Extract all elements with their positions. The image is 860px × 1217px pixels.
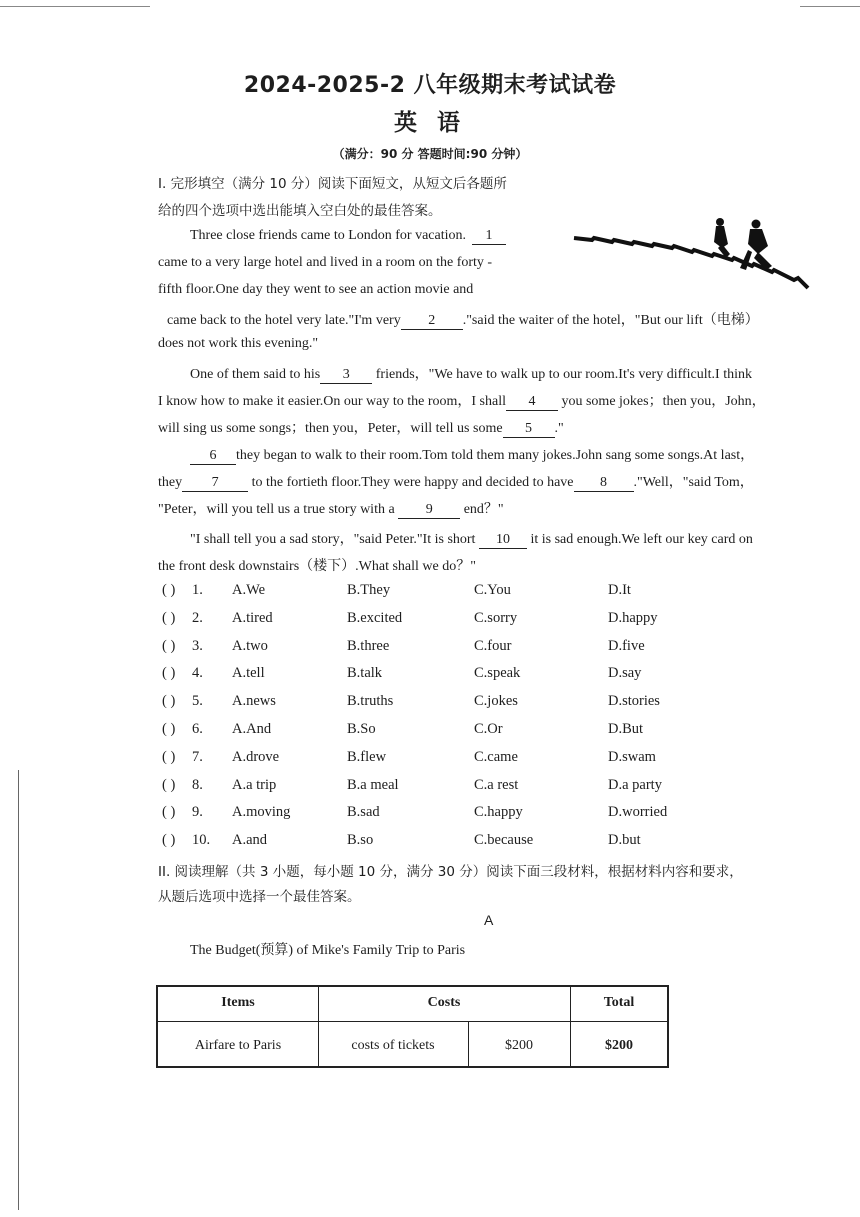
exam-title: 2024-2025-2 八年级期末考试试卷 <box>243 73 617 98</box>
option-a: A.drove <box>232 748 280 765</box>
option-c: C.speak <box>474 665 521 682</box>
stairs-climbing-illustration <box>572 214 812 294</box>
option-d: D.It <box>608 582 631 598</box>
passage-text: will sing us some songs；then you，Peter，will tell us some <box>158 421 503 436</box>
blank-1: 1 <box>472 228 506 245</box>
passage-line <box>158 498 504 519</box>
blank-10: 10 <box>479 532 527 549</box>
passage-text: ."said the waiter of the hotel，"But our lift（电梯） <box>462 313 759 328</box>
option-b: B.talk <box>347 665 383 682</box>
passage-line <box>167 309 759 330</box>
section1-heading-line2: 给的四个选项中选出能填入空白处的最佳答案。 <box>158 203 442 219</box>
passage-text: came back to the hotel very late."I'm very <box>167 313 401 328</box>
question-row <box>0 749 860 771</box>
option-b: B.They <box>347 582 391 598</box>
option-a: A.news <box>232 693 276 710</box>
passage-text: "Peter，will you tell us a true story with a <box>158 502 395 517</box>
option-b: B.a meal <box>347 776 399 793</box>
budget-title: The Budget(预算) of Mike's Family Trip to Paris <box>190 943 466 958</box>
option-c: C.sorry <box>474 609 518 626</box>
question-number: 3. <box>192 637 203 654</box>
option-a: A.and <box>232 832 268 849</box>
option-c: C.because <box>474 832 534 849</box>
answer-bracket[interactable]: ( ) <box>162 665 176 682</box>
passage-text: you some jokes；then you，John， <box>561 394 766 409</box>
passage-line <box>190 528 753 549</box>
option-b: B.So <box>347 721 376 737</box>
option-c: C.You <box>474 582 511 598</box>
blank-4: 4 <box>506 394 558 411</box>
passage-text: ." <box>554 421 564 436</box>
passage-text: I know how to make it easier.On our way to the room，I shall <box>158 394 506 409</box>
top-edge-line-left <box>0 6 150 7</box>
answer-bracket[interactable]: ( ) <box>162 804 176 821</box>
question-row <box>0 610 860 632</box>
passage-text: the front desk downstairs（楼下）.What shall we do？" <box>158 559 476 574</box>
option-d: D.say <box>608 665 642 682</box>
answer-bracket[interactable]: ( ) <box>162 693 176 710</box>
table-cell-total: $200 <box>605 1038 633 1053</box>
passage-line <box>158 417 564 438</box>
part-label: A <box>484 912 494 928</box>
passage-line <box>158 471 754 492</box>
question-number: 9. <box>192 804 203 821</box>
passage-line <box>190 228 506 245</box>
table-cell-item: Airfare to Paris <box>194 1038 282 1053</box>
question-row <box>0 665 860 687</box>
option-b: B.flew <box>347 748 387 765</box>
option-a: A.We <box>232 582 266 598</box>
option-d: D.but <box>608 832 641 849</box>
passage-text: One of them said to his <box>190 367 321 382</box>
budget-table <box>156 985 669 1068</box>
question-number: 1. <box>192 582 203 598</box>
question-number: 2. <box>192 609 203 626</box>
passage-text: friends，"We have to walk up to our room.It's very difficult.I think <box>375 367 752 382</box>
option-a: A.And <box>232 721 272 737</box>
option-d: D.happy <box>608 609 658 626</box>
answer-bracket[interactable]: ( ) <box>162 721 176 737</box>
option-b: B.sad <box>347 804 380 821</box>
question-number: 4. <box>192 665 203 682</box>
table-cell-detail: costs of tickets <box>351 1038 435 1053</box>
passage-line <box>190 444 754 465</box>
answer-bracket[interactable]: ( ) <box>162 776 176 793</box>
blank-9: 9 <box>398 502 460 519</box>
option-b: B.so <box>347 832 374 849</box>
section2-heading-line1: II. 阅读理解（共 3 小题，每小题 10 分，满分 30 分）阅读下面三段材料，根据材料内容和要求， <box>158 864 743 880</box>
answer-bracket[interactable]: ( ) <box>162 832 176 849</box>
passage-text: fifth floor.One day they went to see an action movie and <box>158 282 474 297</box>
table-header-costs: Costs <box>427 995 461 1010</box>
question-row <box>0 582 860 604</box>
passage-text: they <box>158 475 183 490</box>
option-d: D.worried <box>608 804 668 821</box>
exam-meta: （满分：90 分 答题时间:90 分钟） <box>332 147 528 161</box>
passage-line <box>158 390 766 411</box>
option-a: A.a trip <box>232 776 277 793</box>
top-edge-line-right <box>800 6 860 7</box>
blank-3: 3 <box>320 367 372 384</box>
answer-bracket[interactable]: ( ) <box>162 609 176 626</box>
option-a: A.tell <box>232 665 265 682</box>
option-c: C.came <box>474 748 518 765</box>
option-b: B.excited <box>347 609 403 626</box>
section1-heading-line1: I. 完形填空（满分 10 分）阅读下面短文，从短文后各题所 <box>158 176 507 192</box>
option-b: B.three <box>347 637 390 654</box>
passage-text: ."Well，"said Tom， <box>633 475 754 490</box>
option-c: C.jokes <box>474 693 518 710</box>
option-b: B.truths <box>347 693 394 710</box>
blank-5: 5 <box>503 421 555 438</box>
question-row <box>0 638 860 660</box>
passage-text: they began to walk to their room.Tom told them many jokes.John sang some songs.At last， <box>236 448 755 463</box>
passage-text: it is sad enough.We left our key card on <box>530 532 753 547</box>
subject-title: 英 语 <box>393 110 466 136</box>
passage-text: Three close friends came to London for vacation. <box>190 228 467 243</box>
question-number: 5. <box>192 693 203 710</box>
option-d: D.a party <box>608 776 662 793</box>
passage-line <box>190 363 752 384</box>
blank-2: 2 <box>401 313 463 330</box>
option-c: C.four <box>474 637 512 654</box>
table-cell-amount: $200 <box>505 1038 533 1053</box>
passage-text: to the fortieth floor.They were happy and decided to have <box>251 475 574 490</box>
option-d: D.swam <box>608 748 656 765</box>
table-header-items: Items <box>221 995 255 1010</box>
option-c: C.Or <box>474 721 503 737</box>
option-a: A.two <box>232 637 268 654</box>
question-number: 6. <box>192 721 203 737</box>
option-a: A.moving <box>232 804 291 821</box>
section2-heading-line2: 从题后选项中选择一个最佳答案。 <box>158 889 361 905</box>
option-d: D.But <box>608 721 644 737</box>
passage-text: does not work this evening." <box>158 336 319 351</box>
question-number: 10. <box>192 832 211 849</box>
passage-text: came to a very large hotel and lived in a room on the forty - <box>158 255 493 270</box>
question-row <box>0 721 860 743</box>
blank-7: 7 <box>182 475 248 492</box>
table-row-divider <box>158 1021 667 1022</box>
blank-8: 8 <box>574 475 634 492</box>
question-row <box>0 832 860 854</box>
question-number: 8. <box>192 776 203 793</box>
blank-6: 6 <box>190 448 236 465</box>
passage-text: end？" <box>463 502 504 517</box>
answer-bracket[interactable]: ( ) <box>162 748 176 765</box>
answer-bracket[interactable]: ( ) <box>162 582 176 598</box>
question-row <box>0 804 860 826</box>
option-c: C.happy <box>474 804 523 821</box>
question-number: 7. <box>192 748 203 765</box>
question-row <box>0 777 860 799</box>
answer-bracket[interactable]: ( ) <box>162 637 176 654</box>
option-d: D.five <box>608 637 645 654</box>
passage-text: "I shall tell you a sad story，"said Peter."It is short <box>190 532 476 547</box>
option-a: A.tired <box>232 609 273 626</box>
question-row <box>0 693 860 715</box>
option-c: C.a rest <box>474 776 519 793</box>
option-d: D.stories <box>608 693 660 710</box>
table-header-total: Total <box>603 995 635 1010</box>
